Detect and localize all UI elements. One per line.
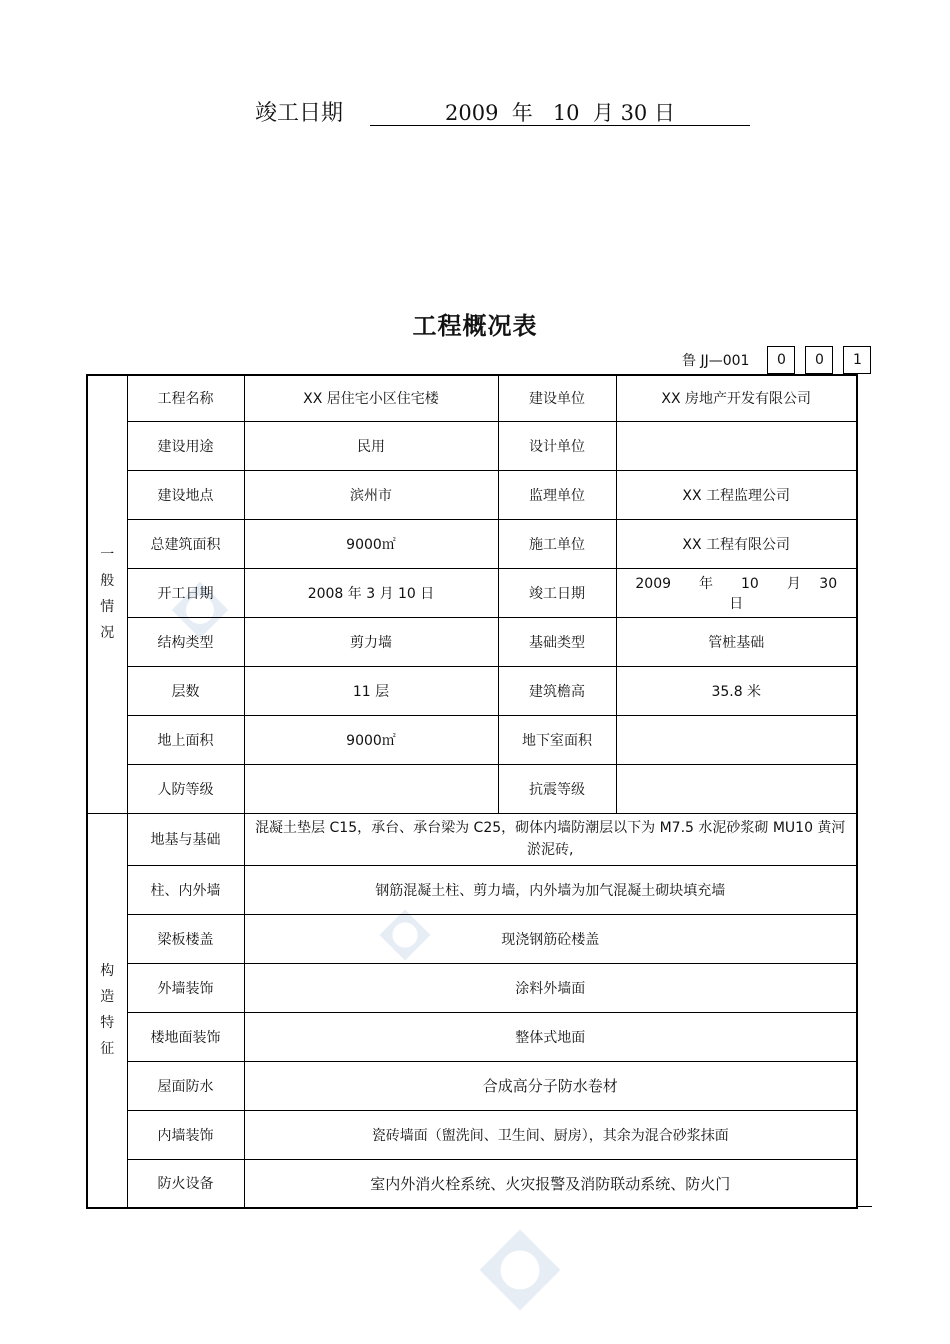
section-label-structure: 构 造 特 征 bbox=[87, 813, 127, 1208]
table-row bbox=[87, 519, 857, 568]
project-overview-table bbox=[86, 374, 866, 1209]
form-code-prefix: 鲁 JJ—001 bbox=[682, 353, 750, 369]
field-value: 2009 年 10 月 30 日 bbox=[616, 568, 857, 617]
field-value: 合成高分子防水卷材 bbox=[244, 1061, 857, 1110]
field-value: 11 层 bbox=[244, 666, 498, 715]
field-label: 楼地面装饰 bbox=[127, 1012, 244, 1061]
field-value: 涂料外墙面 bbox=[244, 963, 857, 1012]
watermark-emblem bbox=[455, 1205, 585, 1335]
field-label: 内墙装饰 bbox=[127, 1110, 244, 1159]
field-value bbox=[616, 421, 857, 470]
table-row bbox=[87, 470, 857, 519]
field-value: 2008 年 3 月 10 日 bbox=[244, 568, 498, 617]
field-value: 剪力墙 bbox=[244, 617, 498, 666]
field-label: 开工日期 bbox=[127, 568, 244, 617]
field-label: 地上面积 bbox=[127, 715, 244, 764]
field-label: 工程名称 bbox=[127, 375, 244, 421]
field-label: 结构类型 bbox=[127, 617, 244, 666]
field-label: 建筑檐高 bbox=[498, 666, 616, 715]
table-row bbox=[87, 914, 857, 963]
field-label: 屋面防水 bbox=[127, 1061, 244, 1110]
field-label: 防火设备 bbox=[127, 1159, 244, 1208]
field-label: 总建筑面积 bbox=[127, 519, 244, 568]
table-row bbox=[87, 421, 857, 470]
table-row bbox=[87, 666, 857, 715]
field-label: 梁板楼盖 bbox=[127, 914, 244, 963]
field-label: 建设地点 bbox=[127, 470, 244, 519]
completion-date-label: 竣工日期 bbox=[255, 101, 344, 126]
field-label: 柱、内外墙 bbox=[127, 865, 244, 914]
field-label: 地下室面积 bbox=[498, 715, 616, 764]
field-value: XX 工程监理公司 bbox=[616, 470, 857, 519]
field-value: 9000㎡ bbox=[244, 519, 498, 568]
field-label: 设计单位 bbox=[498, 421, 616, 470]
field-label: 基础类型 bbox=[498, 617, 616, 666]
divider bbox=[858, 1206, 872, 1207]
table-row bbox=[87, 715, 857, 764]
table-row bbox=[87, 375, 857, 421]
table-row bbox=[87, 813, 857, 865]
field-value: 35.8 米 bbox=[616, 666, 857, 715]
form-code bbox=[682, 346, 871, 374]
field-value: 钢筋混凝土柱、剪力墙，内外墙为加气混凝土砌块填充墙 bbox=[244, 865, 857, 914]
field-label: 监理单位 bbox=[498, 470, 616, 519]
field-value: 现浇钢筋砼楼盖 bbox=[244, 914, 857, 963]
field-value: 室内外消火栓系统、火灾报警及消防联动系统、防火门 bbox=[244, 1159, 857, 1208]
page-title: 工程概况表 bbox=[412, 312, 538, 340]
field-label: 施工单位 bbox=[498, 519, 616, 568]
table-row bbox=[87, 617, 857, 666]
field-label: 层数 bbox=[127, 666, 244, 715]
field-value: XX 房地产开发有限公司 bbox=[616, 375, 857, 421]
table-row bbox=[87, 764, 857, 813]
field-label: 地基与基础 bbox=[127, 813, 244, 865]
field-value bbox=[244, 764, 498, 813]
table-row bbox=[87, 1061, 857, 1110]
table-row bbox=[87, 568, 857, 617]
field-label: 抗震等级 bbox=[498, 764, 616, 813]
field-value: XX 工程有限公司 bbox=[616, 519, 857, 568]
field-value: 瓷砖墙面（盥洗间、卫生间、厨房），其余为混合砂浆抹面 bbox=[244, 1110, 857, 1159]
completion-date-line bbox=[255, 96, 755, 128]
field-value: 混凝土垫层 C15，承台、承台梁为 C25，砌体内墙防潮层以下为 M7.5 水泥砂浆砌 MU10 黄河淤泥砖, bbox=[244, 813, 857, 865]
form-code-box: 0 bbox=[767, 346, 795, 374]
section-label-general: 一 般 情 况 bbox=[87, 375, 127, 813]
form-code-box: 0 bbox=[805, 346, 833, 374]
form-code-box: 1 bbox=[843, 346, 871, 374]
completion-date-value: 2009 年 10 月 30 日 bbox=[445, 101, 675, 125]
field-value: 管桩基础 bbox=[616, 617, 857, 666]
field-value: 民用 bbox=[244, 421, 498, 470]
field-value bbox=[616, 764, 857, 813]
field-label: 建设单位 bbox=[498, 375, 616, 421]
field-value: XX 居住宅小区住宅楼 bbox=[244, 375, 498, 421]
table-row bbox=[87, 865, 857, 914]
field-value bbox=[616, 715, 857, 764]
field-value: 9000㎡ bbox=[244, 715, 498, 764]
field-label: 外墙装饰 bbox=[127, 963, 244, 1012]
field-label: 人防等级 bbox=[127, 764, 244, 813]
field-value: 滨州市 bbox=[244, 470, 498, 519]
table-row bbox=[87, 1159, 857, 1208]
table-row bbox=[87, 1110, 857, 1159]
field-value: 整体式地面 bbox=[244, 1012, 857, 1061]
table-row bbox=[87, 1012, 857, 1061]
field-label: 建设用途 bbox=[127, 421, 244, 470]
field-label: 竣工日期 bbox=[498, 568, 616, 617]
table-row bbox=[87, 963, 857, 1012]
